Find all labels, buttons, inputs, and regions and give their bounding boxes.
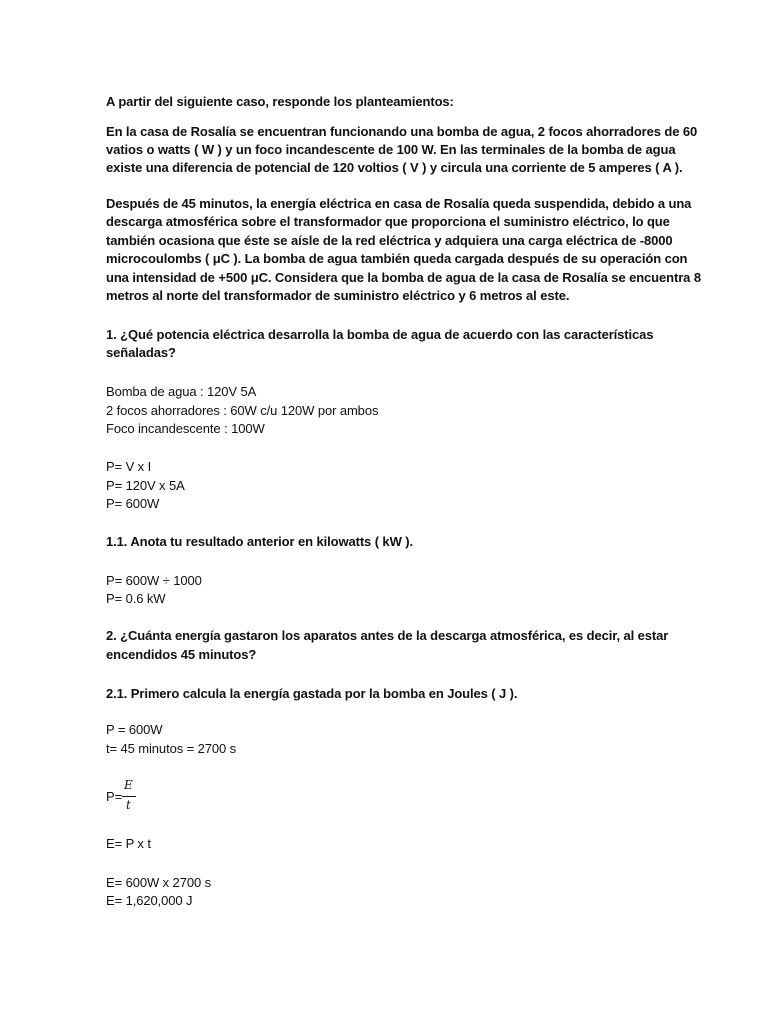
question-1-line-2: señaladas? [106, 345, 176, 360]
data-line-pump: Bomba de agua : 120V 5A [106, 384, 257, 399]
question-2-line-1: 2. ¿Cuánta energía gastaron los aparatos antes de la descarga atmosférica, es decir, al estar [106, 628, 669, 643]
calc-power-value: P = 600W [106, 722, 163, 737]
calc-power-formula: P= V x I [106, 459, 152, 474]
question-2-line-2: encendidos 45 minutos? [106, 647, 257, 662]
intro-heading: A partir del siguiente caso, responde los planteamientos: [106, 94, 454, 109]
case-paragraph-2-line-2: descarga atmosférica sobre el transformador que proporciona el suministro eléctrico, lo que [106, 214, 670, 229]
calc-energy-formula: E= P x t [106, 836, 151, 851]
calc-time-value: t= 45 minutos = 2700 s [106, 741, 237, 756]
case-paragraph-1-line-3: existe una diferencia de potencial de 120 voltios ( V ) y circula una corriente de 5 amperes ( A ). [106, 160, 683, 175]
formula-lhs: P= [106, 789, 123, 804]
case-paragraph-2-line-6: metros al norte del transformador de suministro eléctrico y 6 metros al este. [106, 288, 570, 303]
formula-numerator: E [124, 778, 133, 792]
calc-energy-substitution: E= 600W x 2700 s [106, 875, 211, 890]
case-paragraph-1-line-2: vatios o watts ( W ) y un foco incandescente de 100 W. En las terminales de la bomba de agua [106, 142, 676, 157]
question-2-1: 2.1. Primero calcula la energía gastada por la bomba en Joules ( J ). [106, 686, 518, 701]
case-paragraph-2-line-5: una intensidad de +500 μC. Considera que la bomba de agua de la casa de Rosalía se encuentra 8 [106, 270, 701, 285]
case-paragraph-2-line-1: Después de 45 minutos, la energía eléctrica en casa de Rosalía queda suspendida, debido a una [106, 196, 692, 211]
case-paragraph-1-line-1: En la casa de Rosalía se encuentran funcionando una bomba de agua, 2 focos ahorradores de 60 [106, 124, 698, 139]
calc-power-result: P= 600W [106, 496, 160, 511]
data-line-incandescent: Foco incandescente : 100W [106, 421, 265, 436]
calc-kw-division: P= 600W ÷ 1000 [106, 573, 202, 588]
data-line-saver-bulbs: 2 focos ahorradores : 60W c/u 120W por ambos [106, 403, 379, 418]
calc-energy-result: E= 1,620,000 J [106, 893, 193, 908]
formula-denominator: t [126, 798, 131, 812]
question-1-line-1: 1. ¿Qué potencia eléctrica desarrolla la bomba de agua de acuerdo con las características [106, 327, 654, 342]
fraction-bar [122, 796, 136, 797]
calc-power-substitution: P= 120V x 5A [106, 478, 185, 493]
case-paragraph-2-line-4: microcoulombs ( μC ). La bomba de agua también queda cargada después de su operación con [106, 251, 688, 266]
calc-kw-result: P= 0.6 kW [106, 591, 166, 606]
case-paragraph-2-line-3: también ocasiona que éste se aísle de la red eléctrica y adquiera una carga eléctrica de -8000 [106, 233, 673, 248]
question-1-1: 1.1. Anota tu resultado anterior en kilowatts ( kW ). [106, 534, 413, 549]
